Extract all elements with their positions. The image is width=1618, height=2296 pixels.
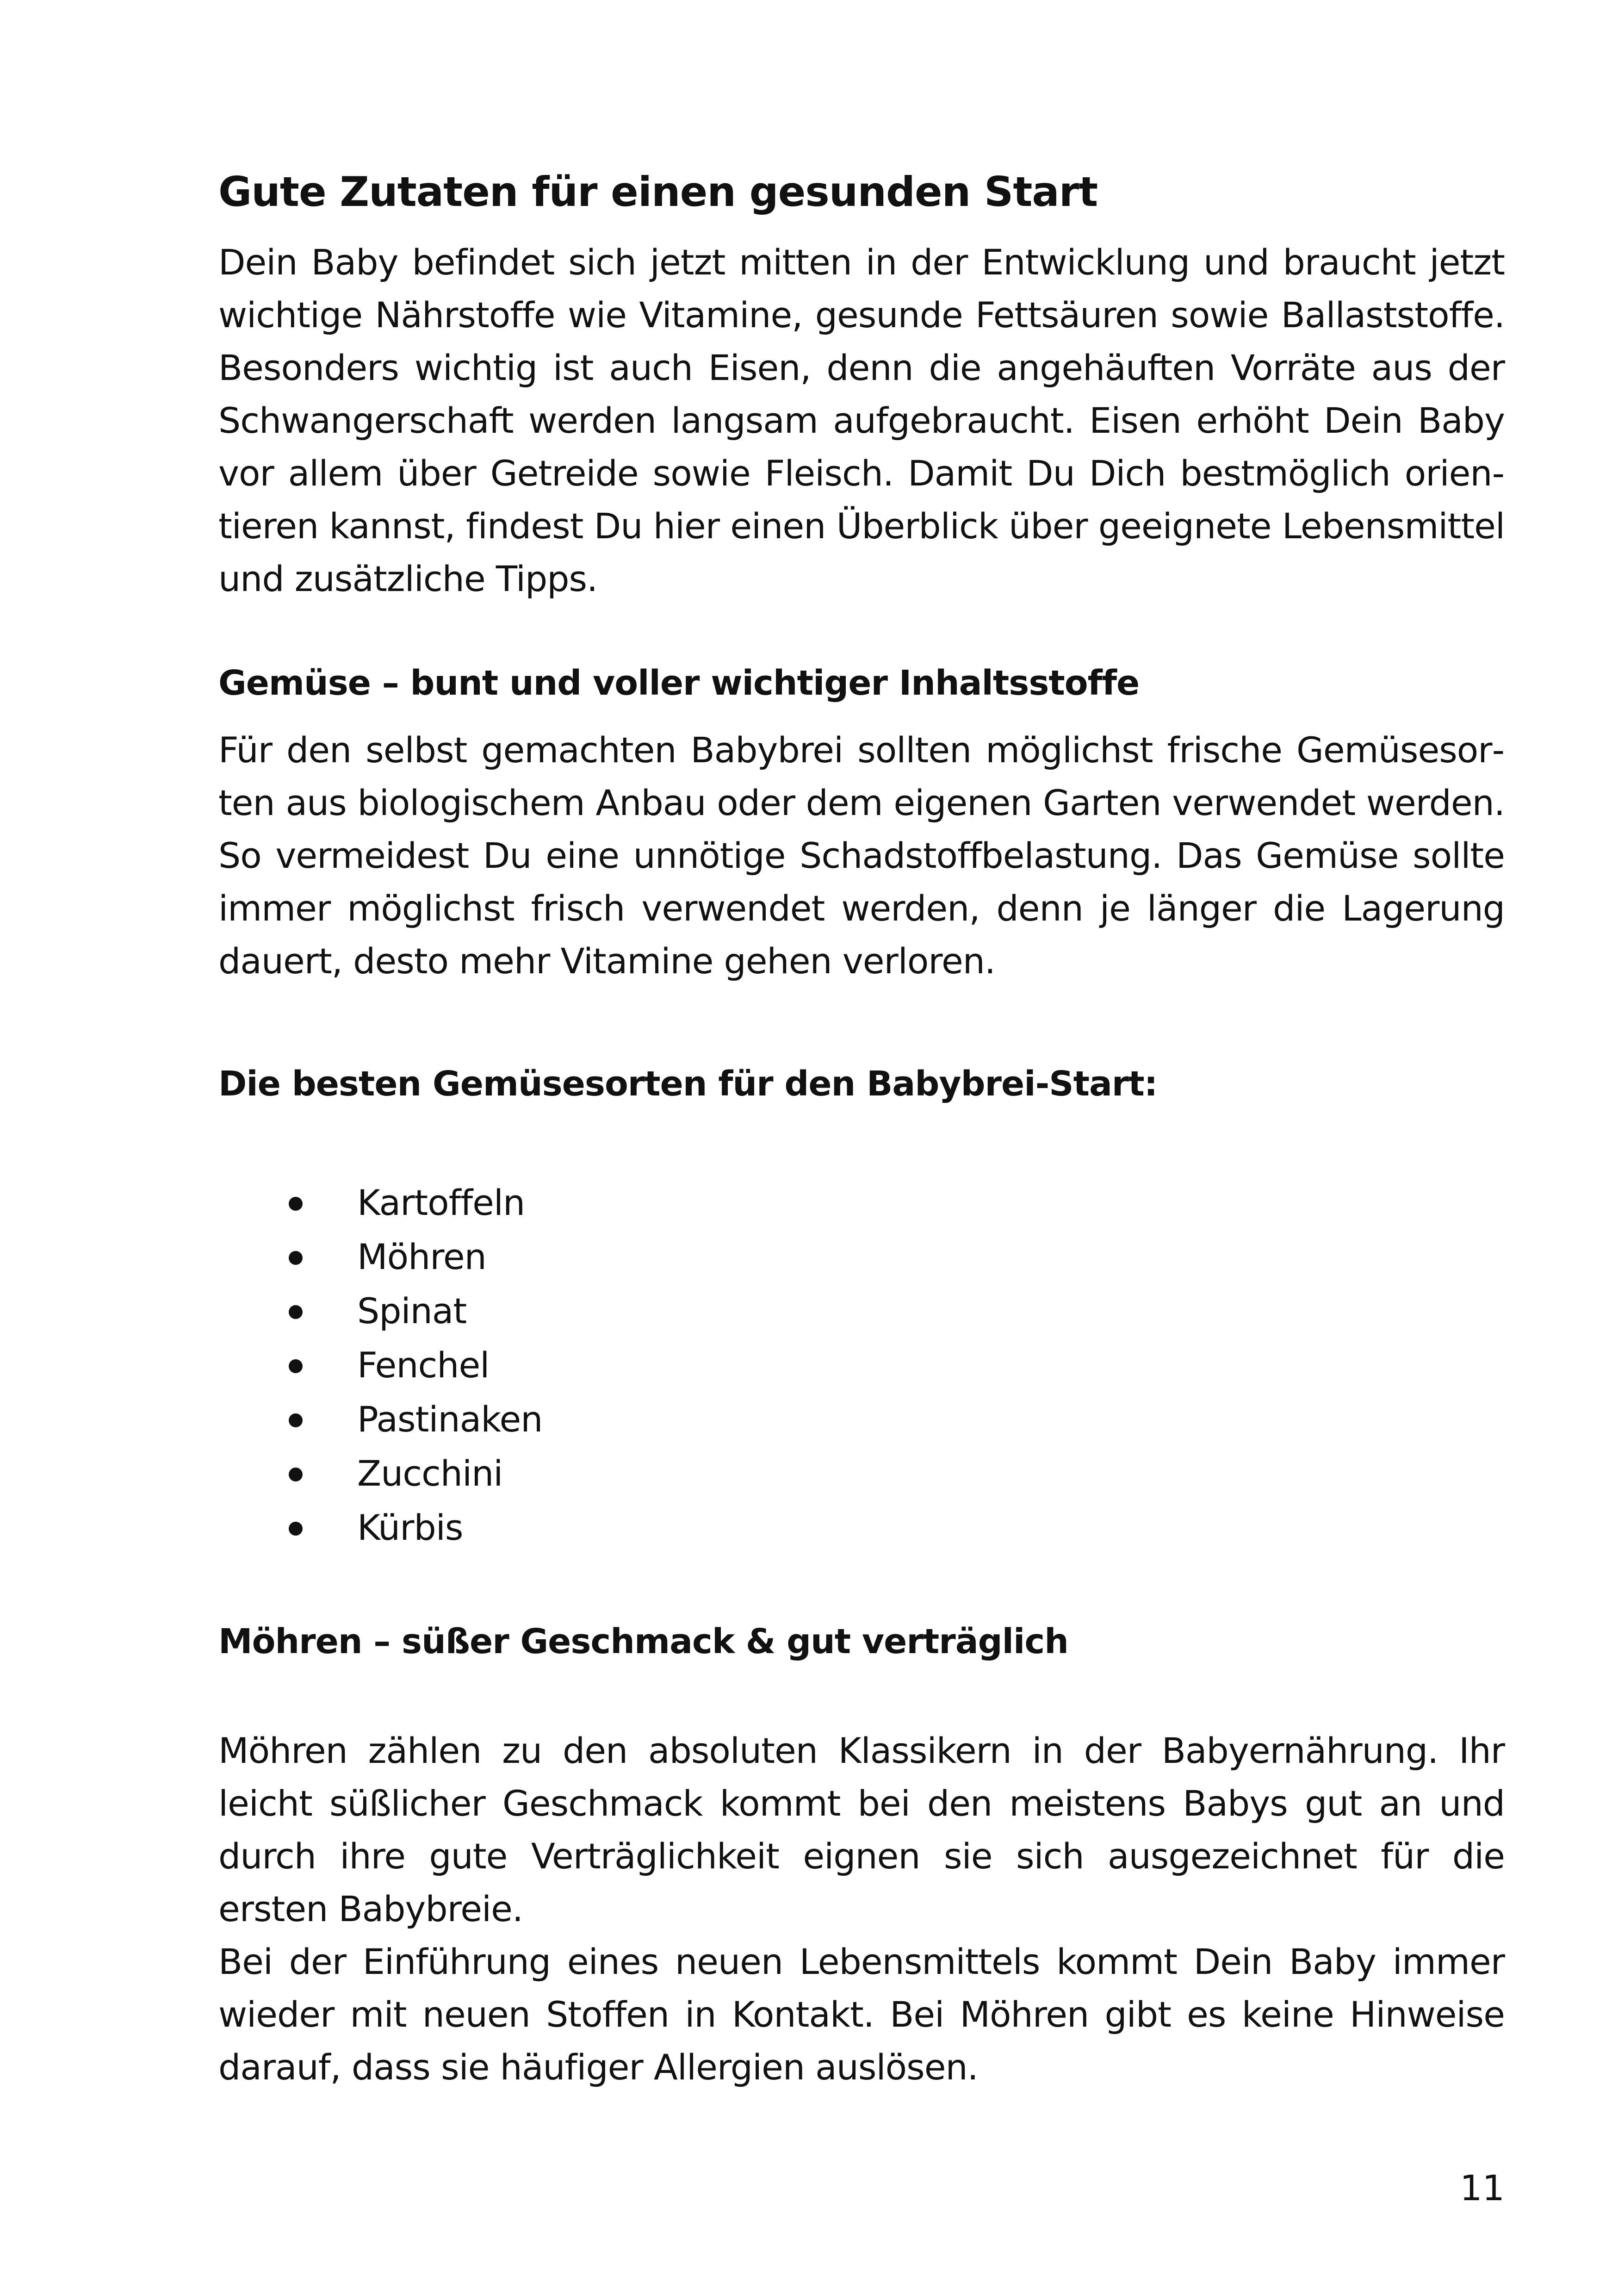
list-item <box>218 1176 1505 1230</box>
bullet-icon <box>289 1305 303 1319</box>
list-item <box>218 1446 1505 1500</box>
list-item-label: Pastinaken <box>357 1399 543 1440</box>
bullet-icon <box>289 1197 303 1211</box>
section-heading-best-vegetables: Die besten Gemüsesorten für den Babybrei-Start: <box>218 1064 1158 1104</box>
page-content <box>218 167 1505 2094</box>
list-item <box>218 1284 1505 1338</box>
list-item <box>218 1500 1505 1555</box>
list-item-label: Zucchini <box>357 1453 503 1494</box>
vegetable-list <box>218 1176 1505 1555</box>
list-item <box>218 1392 1505 1446</box>
list-item-label: Möhren <box>357 1236 486 1278</box>
list-item-label: Kürbis <box>357 1507 463 1549</box>
list-item <box>218 1230 1505 1284</box>
list-item <box>218 1338 1505 1392</box>
carrots-paragraph-1: Möhren zählen zu den absoluten Klassikern in der Babyernährung. Ihr leicht süßlicher Geschmack kommt bei den meistens Babys gut an und durch ihre gute Verträglichkeit eignen sie sich ausgezeichnet für die ersten Babybreie. <box>218 1730 1505 1929</box>
page-number: 11 <box>1460 2167 1505 2209</box>
bullet-icon <box>289 1468 303 1481</box>
intro-paragraph: Dein Baby befindet sich jetzt mitten in der Entwicklung und braucht jetzt wichtige Nährstoffe wie Vitamine, gesunde Fettsäuren sowie Ballaststoffe. Besonders wichtig ist auch Eisen, denn die angehäuften Vorräte aus der Schwangerschaft werden langsam aufgebraucht. Eisen erhöht Dein Baby vor allem über Getreide sowie Fleisch. Damit Du Dich bestmöglich orientieren kannst, findest Du hier einen Überblick über geeignete Lebensmittel und zusätzliche Tipps. <box>218 242 1505 599</box>
list-item-label: Kartoffeln <box>357 1182 525 1224</box>
bullet-icon <box>289 1413 303 1427</box>
bullet-icon <box>289 1522 303 1536</box>
carrots-paragraph-2: Bei der Einführung eines neuen Lebensmittels kommt Dein Baby immer wieder mit neuen Stoffen in Kontakt. Bei Möhren gibt es keine Hinweise darauf, dass sie häufiger Allergien auslösen. <box>218 1941 1505 2088</box>
section-heading-vegetables: Gemüse – bunt und voller wichtiger Inhaltsstoffe <box>218 663 1140 703</box>
vegetables-paragraph: Für den selbst gemachten Babybrei sollten möglichst frische Gemüsesorten aus biologischem Anbau oder dem eigenen Garten verwendet werden. So vermeidest Du eine unnötige Schadstoffbelastung. Das Gemüse sollte immer möglichst frisch verwendet werden, denn je länger die Lagerung dauert, desto mehr Vitamine gehen verloren. <box>218 729 1505 982</box>
page-title: Gute Zutaten für einen gesunden Start <box>218 168 1098 216</box>
list-item-label: Fenchel <box>357 1344 490 1386</box>
bullet-icon <box>289 1359 303 1373</box>
section-heading-carrots: Möhren – süßer Geschmack & gut verträglich <box>218 1622 1068 1662</box>
list-item-label: Spinat <box>357 1290 467 1332</box>
bullet-icon <box>289 1251 303 1265</box>
